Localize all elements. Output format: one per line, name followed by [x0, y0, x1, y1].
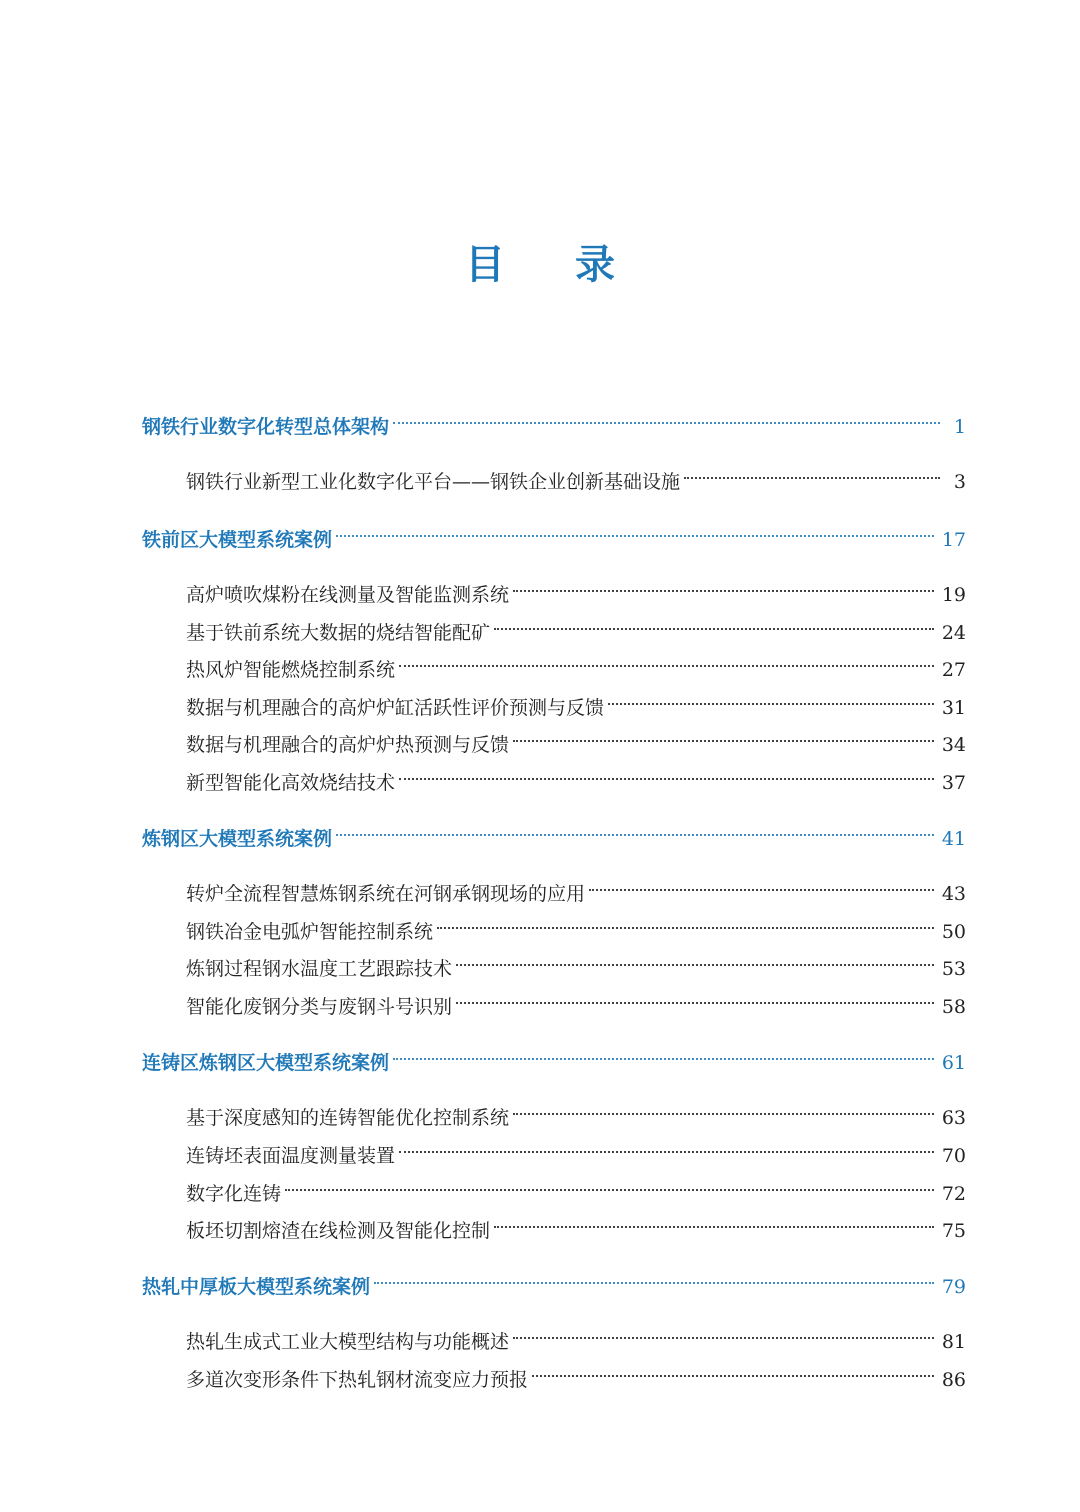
dot-leader [589, 859, 934, 891]
toc-section-entry[interactable] [0, 1037, 1080, 1074]
dot-leader [513, 1083, 934, 1115]
toc-section-entry[interactable] [0, 813, 1080, 850]
toc-item-entry[interactable] [0, 1205, 1080, 1242]
toc-entry-title: 热轧生成式工业大模型结构与功能概述 [186, 1331, 510, 1353]
toc-entry-title: 铁前区大模型系统案例 [142, 529, 333, 551]
toc-entry-line [186, 1354, 966, 1395]
toc-page-number: 58 [941, 996, 966, 1018]
toc-entry-title: 热风炉智能燃烧控制系统 [186, 659, 396, 681]
toc-entry-line [186, 456, 966, 497]
toc-page-number: 19 [941, 584, 966, 606]
toc-entry-line [186, 1205, 966, 1246]
dot-leader [684, 447, 940, 479]
toc-entry-title: 智能化废钢分类与废钢斗号识别 [186, 996, 453, 1018]
toc-item-entry[interactable] [0, 682, 1080, 719]
toc-item-entry[interactable] [0, 1354, 1080, 1391]
toc-item-entry[interactable] [0, 569, 1080, 606]
toc-entry-title: 转炉全流程智慧炼钢系统在河钢承钢现场的应用 [186, 883, 586, 905]
toc-entry-title: 新型智能化高效烧结技术 [186, 772, 396, 794]
dot-leader [456, 972, 934, 1004]
toc-entry-title: 高炉喷吹煤粉在线测量及智能监测系统 [186, 584, 510, 606]
toc-entry-title: 连铸坯表面温度测量装置 [186, 1145, 396, 1167]
dot-leader [393, 1028, 934, 1060]
dot-leader [374, 1252, 934, 1284]
dot-leader [399, 1121, 934, 1153]
toc-page-number: 37 [941, 772, 966, 794]
toc-entry-title: 基于深度感知的连铸智能优化控制系统 [186, 1107, 510, 1129]
dot-leader [285, 1159, 934, 1191]
toc-item-entry[interactable] [0, 1130, 1080, 1167]
toc-entry-title: 板坯切割熔渣在线检测及智能化控制 [186, 1220, 491, 1242]
dot-leader [532, 1345, 934, 1377]
toc-entry-title: 多道次变形条件下热轧钢材流变应力预报 [186, 1369, 529, 1391]
dot-leader [608, 673, 934, 705]
page-title-char-2: 录 [575, 242, 615, 288]
toc-entry-title: 数据与机理融合的高炉炉缸活跃性评价预测与反馈 [186, 697, 605, 719]
toc-entry-line [186, 757, 966, 798]
toc-entry-line [142, 813, 966, 854]
toc-page-number: 86 [941, 1369, 966, 1391]
toc-page-number: 34 [941, 734, 966, 756]
toc-item-entry[interactable] [0, 906, 1080, 943]
toc-entry-title: 连铸区炼钢区大模型系统案例 [142, 1052, 390, 1074]
toc-entry-line [142, 1261, 966, 1302]
toc-section-entry[interactable] [0, 401, 1080, 438]
toc-item-entry[interactable] [0, 456, 1080, 493]
toc-item-entry[interactable] [0, 868, 1080, 905]
page-title [0, 240, 1080, 290]
toc-section-entry[interactable] [0, 514, 1080, 551]
toc-entry-title: 数字化连铸 [186, 1183, 282, 1205]
dot-leader [437, 897, 934, 929]
dot-leader [399, 635, 934, 667]
toc-entry-title: 数据与机理融合的高炉炉热预测与反馈 [186, 734, 510, 756]
toc-item-entry[interactable] [0, 719, 1080, 756]
toc-entry-title: 基于铁前系统大数据的烧结智能配矿 [186, 622, 491, 644]
toc-page-number: 75 [941, 1220, 966, 1242]
toc-item-entry[interactable] [0, 644, 1080, 681]
dot-leader [336, 804, 934, 836]
toc-page-number: 72 [941, 1183, 966, 1205]
toc-entry-title: 钢铁冶金电弧炉智能控制系统 [186, 921, 434, 943]
toc-page-number: 61 [941, 1052, 966, 1074]
toc-section-entry[interactable] [0, 1261, 1080, 1298]
toc-entry-title: 热轧中厚板大模型系统案例 [142, 1276, 371, 1298]
toc-page-number: 1 [953, 416, 966, 438]
toc-page-number: 50 [941, 921, 966, 943]
toc-entry-title: 炼钢过程钢水温度工艺跟踪技术 [186, 958, 453, 980]
toc-page-number: 3 [953, 471, 966, 493]
toc-item-entry[interactable] [0, 1092, 1080, 1129]
toc-entry-title: 炼钢区大模型系统案例 [142, 828, 333, 850]
toc-entry-line [186, 981, 966, 1022]
dot-leader [456, 934, 934, 966]
toc-page-number: 43 [941, 883, 966, 905]
page-title-char-1: 目 [465, 242, 505, 288]
toc-entry-line [142, 514, 966, 555]
toc-page-number: 53 [941, 958, 966, 980]
toc-entry-line [142, 401, 966, 442]
toc-item-entry[interactable] [0, 943, 1080, 980]
toc-page-number: 27 [941, 659, 966, 681]
toc-entry-title: 钢铁行业数字化转型总体架构 [142, 416, 390, 438]
toc-page-number: 31 [941, 697, 966, 719]
dot-leader [336, 505, 934, 537]
toc-page-number: 70 [941, 1145, 966, 1167]
toc-item-entry[interactable] [0, 981, 1080, 1018]
dot-leader [494, 1196, 934, 1228]
dot-leader [513, 560, 934, 592]
toc-page-number: 79 [941, 1276, 966, 1298]
dot-leader [513, 1307, 934, 1339]
dot-leader [399, 748, 934, 780]
toc-entry-title: 钢铁行业新型工业化数字化平台——钢铁企业创新基础设施 [186, 471, 681, 493]
dot-leader [393, 392, 940, 424]
dot-leader [494, 598, 934, 630]
toc-page-number: 81 [941, 1331, 966, 1353]
toc-page-number: 63 [941, 1107, 966, 1129]
toc-item-entry[interactable] [0, 1316, 1080, 1353]
toc-page-number: 17 [941, 529, 966, 551]
toc-item-entry[interactable] [0, 607, 1080, 644]
toc-page-number: 24 [941, 622, 966, 644]
toc-item-entry[interactable] [0, 1168, 1080, 1205]
toc-entry-line [142, 1037, 966, 1078]
dot-leader [513, 710, 934, 742]
toc-page-number: 41 [941, 828, 966, 850]
toc-item-entry[interactable] [0, 757, 1080, 794]
